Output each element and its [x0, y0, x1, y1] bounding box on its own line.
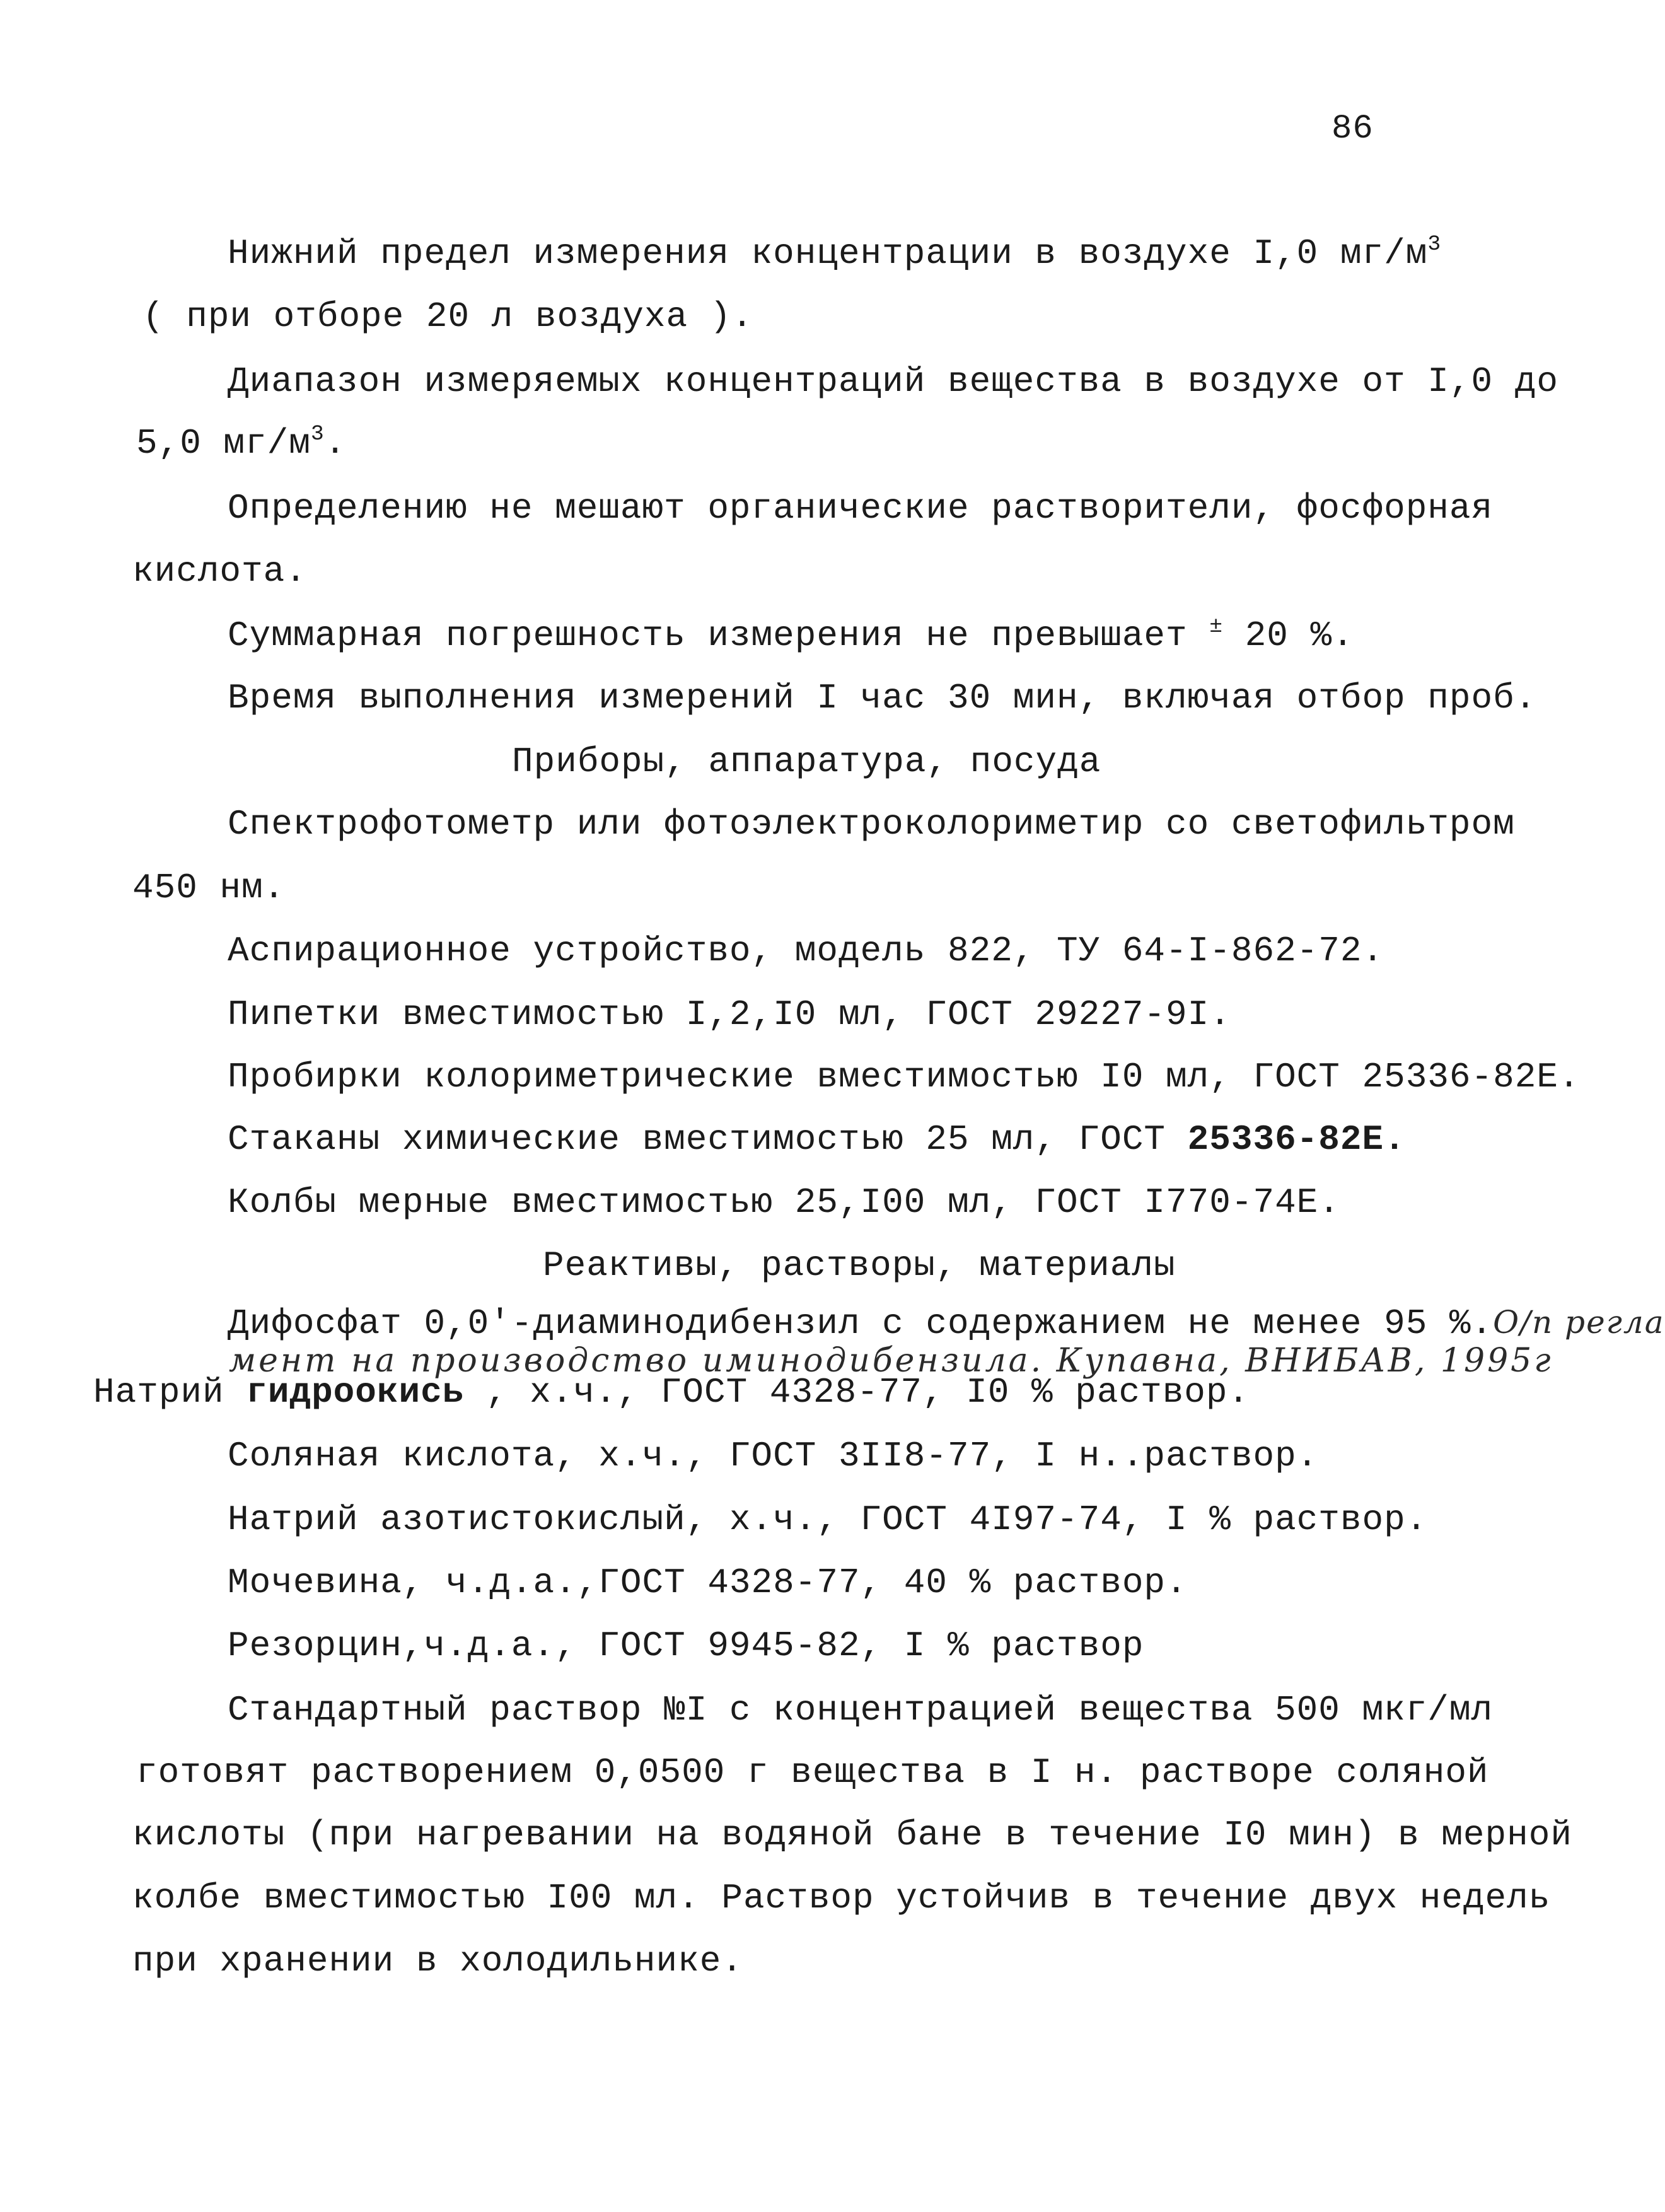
text-run: .: [324, 423, 347, 463]
standard-solution-line: кислоты (при нагревании на водяной бане в течение I0 мин) в мерной: [132, 1815, 1572, 1855]
equipment-line-end: 450 нм.: [132, 868, 286, 908]
page-number: 86: [1331, 110, 1374, 148]
section-heading-equipment: Приборы, аппаратура, посуда: [512, 742, 1101, 782]
text-run: 20 %.: [1223, 615, 1354, 656]
text-run: Натрий: [93, 1372, 247, 1412]
range-line: Диапазон измеряемых концентраций вещества в воздухе от I,0 до: [228, 361, 1558, 402]
standard-solution-line: колбе вместимостью I00 мл. Раствор устойчив в течение двух недель: [132, 1878, 1551, 1918]
reagent-line: [93, 1372, 1250, 1412]
sampling-volume-line: ( при отборе 20 л воздуха ).: [142, 296, 753, 337]
text-run: Нижний предел измерения концентрации в воздухе I,0 мг/м: [228, 233, 1428, 274]
range-line-end: [136, 422, 347, 463]
text-run: Дифосфат 0,0'-диаминодибензил с содержанием не менее 95 %.: [228, 1303, 1494, 1344]
text-run: 25336-82Е.: [1187, 1119, 1406, 1160]
standard-solution-line: при хранении в холодильнике.: [132, 1941, 743, 1981]
reagent-line: Натрий азотистокислый, х.ч., ГОСТ 4I97-74, I % раствор.: [228, 1499, 1428, 1540]
equipment-line: [228, 1119, 1406, 1160]
standard-solution-line: Стандартный раствор №I с концентрацией вещества 500 мкг/мл: [228, 1690, 1494, 1730]
equipment-line: Спектрофотометр или фотоэлектроколориметир со светофильтром: [228, 804, 1515, 844]
equipment-line: Пипетки вместимостью I,2,I0 мл, ГОСТ 29227-9I.: [228, 994, 1231, 1035]
handwritten-note: О/п регла: [1493, 1304, 1665, 1341]
text-run: Суммарная погрешность измерения не превышает: [228, 615, 1210, 656]
equipment-line: Пробирки колориметрические вместимостью I0 мл, ГОСТ 25336-82Е.: [228, 1057, 1581, 1097]
plus-minus-sign: ±: [1209, 614, 1224, 639]
reagent-line: Соляная кислота, х.ч., ГОСТ 3II8-77, I н..раствор.: [228, 1436, 1319, 1476]
standard-solution-line: готовят растворением 0,0500 г вещества в I н. растворе соляной: [136, 1752, 1489, 1793]
text-run: Стаканы химические вместимостью 25 мл, ГОСТ: [228, 1119, 1188, 1160]
error-line: [228, 614, 1354, 656]
reagent-line: Мочевина, ч.д.а.,ГОСТ 4328-77, 40 % раствор.: [228, 1563, 1188, 1603]
text-run: 5,0 мг/м: [136, 423, 311, 463]
equipment-line: Аспирационное устройство, модель 822, ТУ 64-I-862-72.: [228, 931, 1384, 971]
reagent-line: [228, 1303, 1665, 1344]
text-run: гидроокись: [246, 1372, 465, 1412]
lower-limit-line: [228, 232, 1442, 274]
interference-line-end: кислота.: [132, 551, 307, 591]
handwritten-note-line: мент на производство иминодибензила. Купавна, ВНИБАВ, 1995г: [229, 1342, 1553, 1380]
superscript: 3: [1427, 232, 1442, 257]
equipment-line: Колбы мерные вместимостью 25,I00 мл, ГОСТ I770-74Е.: [228, 1182, 1340, 1223]
duration-line: Время выполнения измерений I час 30 мин, включая отбор проб.: [228, 678, 1537, 718]
superscript: 3: [310, 422, 325, 447]
section-heading-reagents: Реактивы, растворы, материалы: [543, 1245, 1176, 1286]
interference-line: Определению не мешают органические растворители, фосфорная: [228, 488, 1494, 528]
text-run: , х.ч., ГОСТ 4328-77, I0 % раствор.: [464, 1372, 1250, 1412]
reagent-line: Резорцин,ч.д.а., ГОСТ 9945-82, I % раствор: [228, 1626, 1144, 1666]
